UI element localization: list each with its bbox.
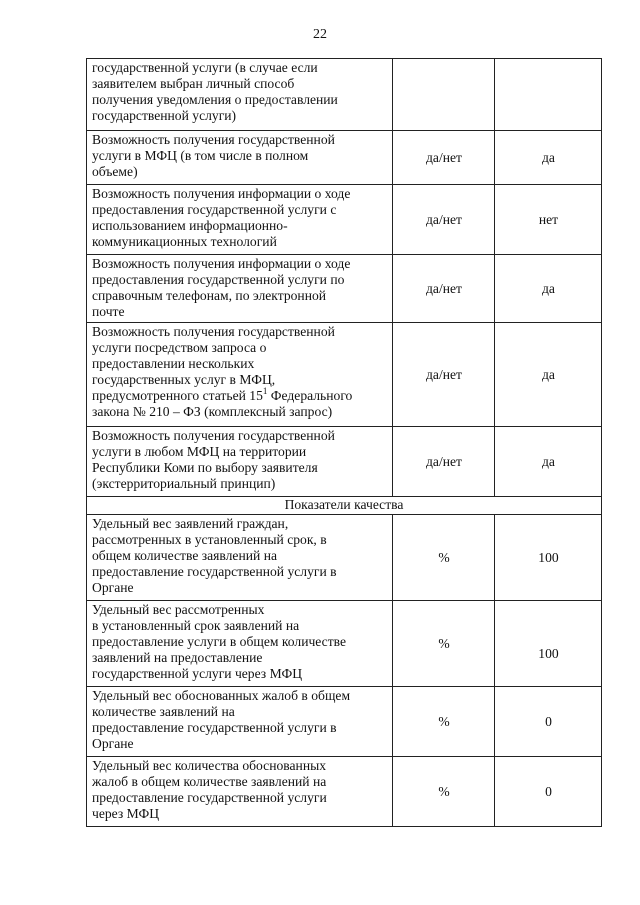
text-line: рассмотренных в установленный срок, в: [92, 532, 327, 547]
table-row: [87, 59, 602, 131]
indicator-name: [87, 323, 393, 427]
indicator-name: [87, 59, 393, 131]
text-line: получения уведомления о предоставлении: [92, 92, 338, 107]
text-line: Удельный вес заявлений граждан,: [92, 516, 289, 531]
indicator-value: [495, 59, 602, 131]
indicator-unit: %: [393, 687, 495, 757]
text-line: заявлений на предоставление: [92, 650, 263, 665]
text-line: государственной услуги): [92, 108, 237, 123]
text-line: заявителем выбран личный способ: [92, 76, 295, 91]
indicator-name: [87, 185, 393, 255]
text-line: услуги в МФЦ (в том числе в полном: [92, 148, 309, 163]
text-line: через МФЦ: [92, 806, 160, 821]
indicator-value: да: [495, 427, 602, 497]
table-row: [87, 497, 602, 515]
text-fragment: Федерального: [267, 388, 353, 403]
indicator-unit: %: [393, 601, 495, 687]
text-line: коммуникационных технологий: [92, 234, 277, 249]
text-line: почте: [92, 304, 125, 319]
text-line: Удельный вес количества обоснованных: [92, 758, 327, 773]
text-line: Возможность получения информации о ходе: [92, 256, 351, 271]
text-line: общем количестве заявлений на: [92, 548, 278, 563]
text-line: предоставление государственной услуги: [92, 790, 327, 805]
table-row: [87, 427, 602, 497]
text-line: предоставление государственной услуги в: [92, 564, 337, 579]
indicator-unit: %: [393, 757, 495, 827]
text-line: Республики Коми по выбору заявителя: [92, 460, 318, 475]
text-line: жалоб в общем количестве заявлений на: [92, 774, 327, 789]
indicators-table: [86, 58, 602, 827]
text-line: в установленный срок заявлений на: [92, 618, 300, 633]
text-line: объеме): [92, 164, 138, 179]
text-line: Органе: [92, 736, 134, 751]
text-line: Удельный вес рассмотренных: [92, 602, 265, 617]
indicator-value: да: [495, 255, 602, 323]
table-row: [87, 515, 602, 601]
text-line: предоставление услуги в общем количестве: [92, 634, 347, 649]
text-line: Возможность получения государственной: [92, 428, 335, 443]
text-line: количестве заявлений на: [92, 704, 235, 719]
text-line: Возможность получения государственной: [92, 132, 335, 147]
text-line: государственной услуги (в случае если: [92, 60, 318, 75]
text-line: Возможность получения информации о ходе: [92, 186, 351, 201]
indicator-unit: да/нет: [393, 185, 495, 255]
indicator-unit: да/нет: [393, 427, 495, 497]
text-line: (экстерриториальный принцип): [92, 476, 276, 491]
table-row: [87, 255, 602, 323]
indicator-value: 0: [495, 757, 602, 827]
table-row: [87, 687, 602, 757]
text-line: услуги в любом МФЦ на территории: [92, 444, 307, 459]
indicator-value: да: [495, 323, 602, 427]
table-row: [87, 323, 602, 427]
indicator-unit: да/нет: [393, 131, 495, 185]
text-line: справочным телефонам, по электронной: [92, 288, 327, 303]
value-text: 100: [538, 646, 559, 661]
indicator-value: 100: [495, 515, 602, 601]
indicator-unit: да/нет: [393, 323, 495, 427]
indicator-name: [87, 427, 393, 497]
indicator-name: [87, 687, 393, 757]
text-line: Удельный вес обоснованных жалоб в общем: [92, 688, 351, 703]
text-line: предоставления государственной услуги по: [92, 272, 345, 287]
table-row: [87, 601, 602, 687]
text-line: закона № 210 – ФЗ (комплексный запрос): [92, 404, 333, 419]
indicator-name: [87, 131, 393, 185]
indicator-name: [87, 757, 393, 827]
indicator-unit: %: [393, 515, 495, 601]
indicator-unit: [393, 59, 495, 131]
indicator-name: [87, 601, 393, 687]
section-title: Показатели качества: [87, 497, 602, 515]
text-line: Возможность получения государственной: [92, 324, 335, 339]
superscript: 1: [262, 386, 268, 396]
table-row: [87, 131, 602, 185]
table-row: [87, 757, 602, 827]
text-line: государственных услуг в МФЦ,: [92, 372, 276, 387]
indicator-value: да: [495, 131, 602, 185]
indicator-value: 0: [495, 687, 602, 757]
text-line: использованием информационно-: [92, 218, 288, 233]
text-line: предоставлении нескольких: [92, 356, 255, 371]
indicator-value: нет: [495, 185, 602, 255]
indicator-unit: да/нет: [393, 255, 495, 323]
page-number: 22: [313, 27, 327, 42]
indicator-value: [495, 601, 602, 687]
text-fragment: предусмотренного статьей 15: [92, 388, 263, 403]
text-line: предоставления государственной услуги с: [92, 202, 337, 217]
text-line: предоставление государственной услуги в: [92, 720, 337, 735]
indicator-name: [87, 515, 393, 601]
text-line: услуги посредством запроса о: [92, 340, 267, 355]
table-row: [87, 185, 602, 255]
indicator-name: [87, 255, 393, 323]
text-line: [92, 388, 388, 404]
text-line: Органе: [92, 580, 134, 595]
text-line: государственной услуги через МФЦ: [92, 666, 303, 681]
